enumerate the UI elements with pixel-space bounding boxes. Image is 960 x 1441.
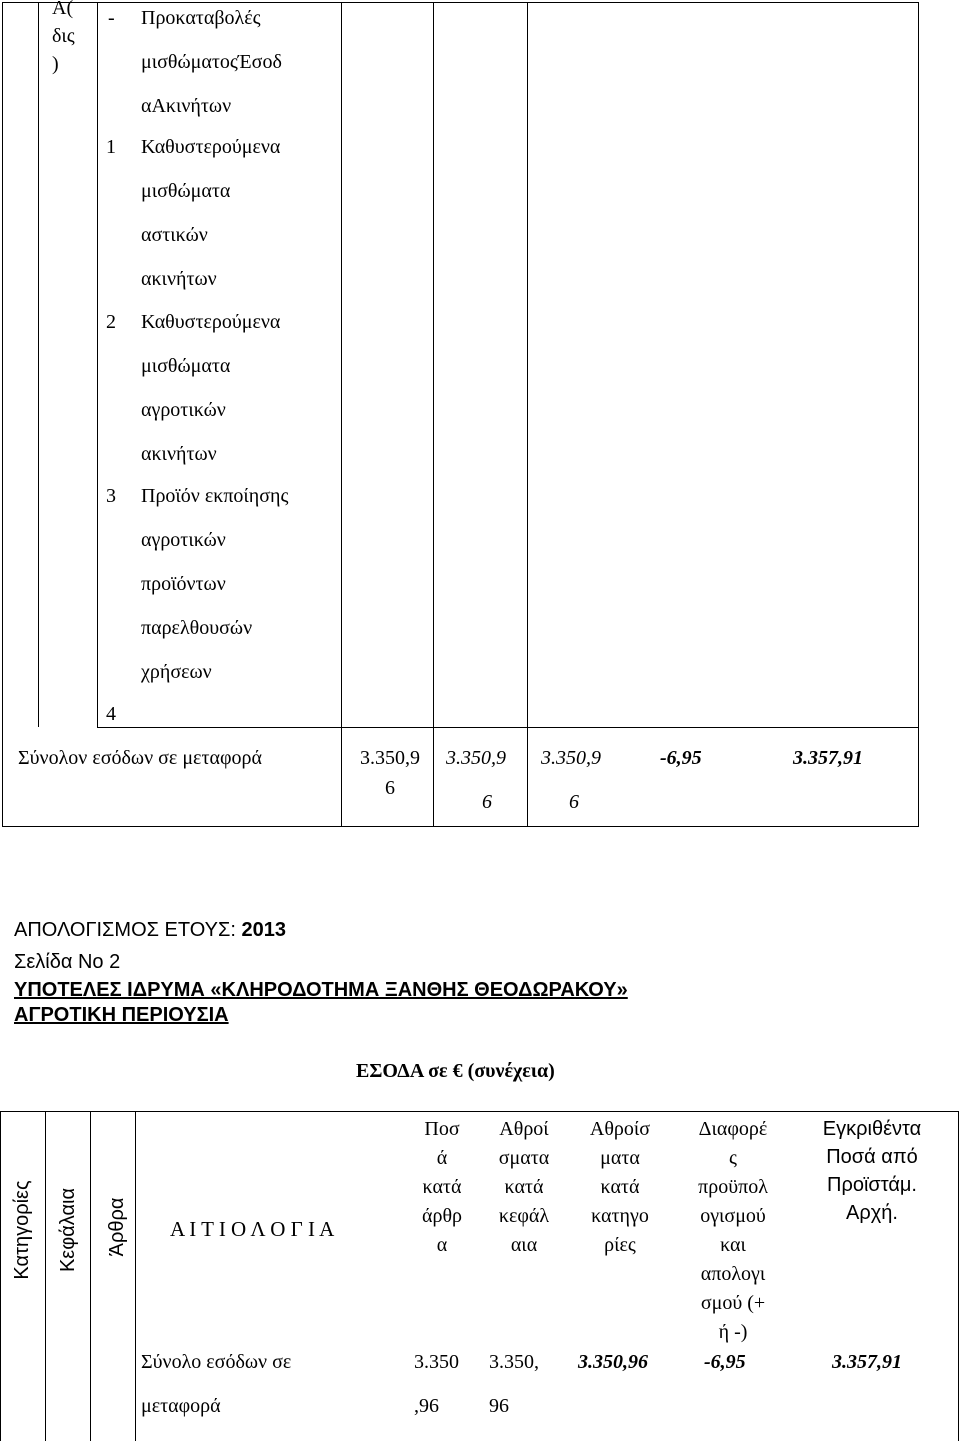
page-number: Σελίδα Νο 2 bbox=[14, 951, 121, 973]
total-chapters-part: 3.350,9 bbox=[446, 747, 506, 769]
category-code-part: ) bbox=[52, 53, 59, 75]
row-text: προϊόντων bbox=[141, 573, 226, 595]
total-row-amount-part: 3.350 bbox=[414, 1351, 459, 1373]
total-row-approved: 3.357,91 bbox=[832, 1351, 902, 1373]
row-text: ακινήτων bbox=[141, 268, 217, 290]
total-row-chapters bbox=[489, 1340, 539, 1428]
header-line: άρθρ bbox=[421, 1205, 463, 1227]
row-text: Καθυστερούμενα bbox=[141, 311, 281, 333]
category-code-part: δις bbox=[52, 25, 75, 47]
header-line: ογισμού bbox=[700, 1205, 766, 1227]
column-header-difference bbox=[678, 1115, 788, 1347]
row-text: Προϊόν εκποίησης bbox=[141, 485, 289, 507]
column-header-amount bbox=[408, 1115, 476, 1260]
header-line: Προϊστάμ. bbox=[827, 1174, 917, 1196]
total-row-label bbox=[141, 1340, 291, 1428]
total-amount-part: 3.350,9 bbox=[360, 747, 420, 769]
row-number: 2 bbox=[106, 311, 116, 333]
total-row-categories: 3.350,96 bbox=[578, 1351, 648, 1373]
header-line: προϋπολ bbox=[698, 1176, 768, 1198]
total-row-amount bbox=[414, 1340, 459, 1428]
header-line: Ποσ bbox=[424, 1118, 460, 1140]
row-number: 3 bbox=[106, 485, 116, 507]
header-line: κεφάλ bbox=[498, 1205, 550, 1227]
row-text: μισθώματα bbox=[141, 180, 231, 202]
column-header-reason: Α Ι Τ Ι Ο Λ Ο Γ Ι Α bbox=[170, 1217, 335, 1241]
row-text: αγροτικών bbox=[141, 399, 226, 421]
row-text: μισθώματοςΈσοδ bbox=[141, 51, 282, 73]
header-line: κατά bbox=[422, 1176, 462, 1198]
organization-name: ΥΠΟΤΕΛΕΣ ΙΔΡΥΜΑ «ΚΛΗΡΟΔΟΤΗΜΑ ΞΑΝΘΗΣ ΘΕΟΔΩΡΑΚΟΥ» bbox=[14, 979, 628, 1001]
column-header-approved bbox=[802, 1115, 942, 1227]
header-line: Αθροίσ bbox=[589, 1118, 651, 1140]
total-chapters-part: 6 bbox=[482, 791, 492, 813]
report-year: 2013 bbox=[241, 919, 286, 941]
total-label: Σύνολον εσόδων σε μεταφορά bbox=[18, 747, 262, 769]
header-line: α bbox=[436, 1234, 448, 1256]
header-line: ρίες bbox=[604, 1234, 636, 1256]
header-line: Διαφορέ bbox=[698, 1118, 768, 1140]
total-row-label-part: Σύνολο εσόδων σε bbox=[141, 1351, 292, 1373]
header-line: Ποσά από bbox=[826, 1146, 918, 1168]
row-number: 4 bbox=[106, 703, 116, 725]
row-text: παρελθουσών bbox=[141, 617, 253, 639]
header-line: σμού (+ bbox=[700, 1292, 766, 1314]
header-line: αια bbox=[510, 1234, 538, 1256]
total-categories-part: 3.350,9 bbox=[541, 747, 601, 769]
row-text: Καθυστερούμενα bbox=[141, 136, 281, 158]
header-line: Αθροί bbox=[499, 1118, 549, 1140]
column-header-categories: Κατηγορίες bbox=[11, 1180, 33, 1280]
total-row-amount-part: ,96 bbox=[414, 1395, 439, 1417]
total-row-label-part: μεταφορά bbox=[141, 1395, 221, 1417]
total-categories bbox=[541, 736, 601, 824]
row-text: ακινήτων bbox=[141, 443, 217, 465]
category-code-part: Α( bbox=[52, 0, 74, 19]
header-line: και bbox=[720, 1234, 746, 1256]
total-approved: 3.357,91 bbox=[793, 747, 863, 769]
total-diff: -6,95 bbox=[660, 747, 702, 769]
column-header-articles: Άρθρα bbox=[106, 1197, 128, 1257]
header-line: Αρχή. bbox=[846, 1202, 898, 1224]
row-number: - bbox=[108, 7, 115, 29]
row-text: αΑκινήτων bbox=[141, 95, 232, 117]
list-item bbox=[141, 125, 280, 301]
row-text: μισθώματα bbox=[141, 355, 231, 377]
total-row-chapters-part: 3.350, bbox=[489, 1351, 539, 1373]
column-header-sum-categories bbox=[572, 1115, 668, 1260]
report-title-text: ΑΠΟΛΟΓΙΣΜΟΣ ΕΤΟΥΣ: bbox=[14, 919, 242, 941]
list-item bbox=[141, 474, 288, 694]
header-line: σματα bbox=[498, 1147, 550, 1169]
row-text: χρήσεων bbox=[141, 661, 212, 683]
header-line: κατά bbox=[504, 1176, 544, 1198]
total-chapters bbox=[446, 736, 506, 824]
row-text: αγροτικών bbox=[141, 529, 226, 551]
header-line: Εγκριθέντα bbox=[822, 1118, 922, 1140]
header-line: απολογι bbox=[700, 1263, 766, 1285]
header-line: κατηγο bbox=[591, 1205, 649, 1227]
total-amount-part: 6 bbox=[385, 777, 395, 799]
report-title bbox=[14, 918, 286, 942]
category-code bbox=[52, 0, 92, 78]
row-text: Προκαταβολές bbox=[141, 7, 261, 29]
total-row-difference: -6,95 bbox=[704, 1351, 746, 1373]
row-text: αστικών bbox=[141, 224, 208, 246]
list-item bbox=[141, 0, 282, 128]
list-item bbox=[141, 300, 280, 476]
header-line: ά bbox=[436, 1147, 448, 1169]
total-amount bbox=[352, 736, 428, 803]
total-categories-part: 6 bbox=[569, 791, 579, 813]
section-title: ΑΓΡΟΤΙΚΗ ΠΕΡΙΟΥΣΙΑ bbox=[14, 1004, 229, 1026]
column-header-sum-chapters bbox=[484, 1115, 564, 1260]
header-line: κατά bbox=[600, 1176, 640, 1198]
table-subtitle: ΕΣΟΔΑ σε € (συνέχεια) bbox=[356, 1060, 555, 1082]
row-number: 1 bbox=[106, 136, 116, 158]
header-line: ματα bbox=[600, 1147, 640, 1169]
header-line: ς bbox=[729, 1147, 737, 1169]
column-header-chapters: Κεφάλαια bbox=[57, 1187, 79, 1273]
total-row-chapters-part: 96 bbox=[489, 1395, 509, 1417]
header-line: ή -) bbox=[718, 1321, 748, 1343]
